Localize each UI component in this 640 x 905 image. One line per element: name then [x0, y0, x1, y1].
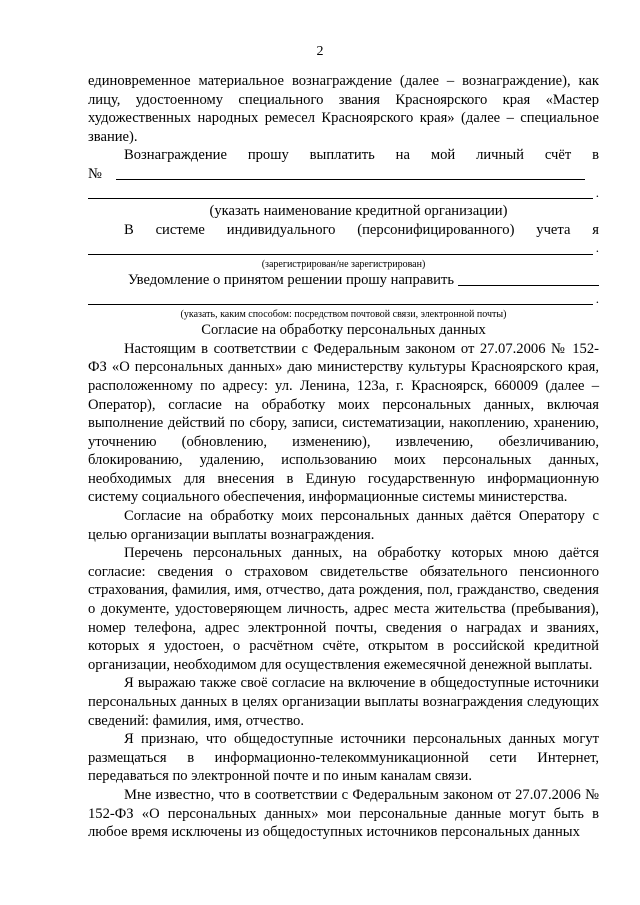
paragraph-internet: Я признаю, что общедоступные источники персональных данных могут размещаться в информационно-телекоммуникационной сети Интернет, передаваться по электронной почте и по иным каналам связи.: [88, 731, 599, 785]
pension-system-text: В системе индивидуального (персонифицированного) учета я: [124, 221, 599, 238]
paragraph-consent-1: Настоящим в соответствии с Федеральным законом от 27.07.2006 № 152-ФЗ «О персональных данных» даю министерству культуры Красноярского края, расположенному по адресу: ул. Ленина, 123а, г. Красноярск, 660009 (далее – Оператор), согласие на обработку моих персональных данных, включая выполнение действий по сбору, записи, систематизации, накоплению, хранению, уточнению (обновлению, изменению), извлечению, обезличиванию, блокированию, удалению, использованию моих персональных данных, необходимых для внесения в Единую государственную информационную систему социального обеспечения, информационные системы министерства.: [88, 340, 599, 506]
document-body: [88, 72, 599, 842]
bank-name-blank: [88, 198, 593, 199]
bank-name-line: [88, 184, 599, 203]
page-number: 2: [316, 44, 324, 59]
paragraph-data-list: Перечень персональных данных, на обработку которых мною даётся согласие: сведения о страховом свидетельстве обязательного пенсионного страхования, фамилия, имя, отчество, дата рождения, пол, гражданство, сведения о документе, удостоверяющем личность, адрес места жительства (пребывания), номер телефона, адрес электронной почты, сведения о наградах и званиях, которых я удостоен, о расчётном счёте, открытом в российской кредитной организации, необходимом для осуществления ежемесячной денежной выплаты.: [88, 545, 599, 673]
account-number-label: №: [88, 165, 102, 182]
payment-request-text: Вознаграждение прошу выплатить на мой личный счёт в: [124, 147, 599, 164]
notice-caption: (указать, каким способом: посредством почтовой связи, электронной почты): [180, 309, 507, 321]
account-number-blank: [116, 179, 585, 180]
paragraph-public-sources: Я выражаю также своё согласие на включение в общедоступные источники персональных данных в целях организации выплаты вознаграждения следующих сведений: фамилия, имя, отчество.: [88, 675, 599, 729]
paragraph-intro: единовременное материальное вознаграждение (далее – вознаграждение), как лицу, удостоенному специального звания Красноярского края «Мастер художественных народных ремесел Красноярского края» (далее – специальное звание).: [88, 73, 599, 145]
registration-dot: .: [595, 240, 599, 256]
notice-second-line: [88, 290, 599, 309]
paragraph-consent-2: Согласие на обработку моих персональных данных даётся Оператору с целью организации выплаты вознаграждения.: [88, 508, 599, 543]
bank-name-dot: .: [595, 184, 599, 200]
registration-line: [88, 239, 599, 258]
account-number-line: [88, 165, 599, 184]
registration-blank: [88, 254, 593, 255]
bank-name-caption: (указать наименование кредитной организации): [209, 203, 508, 220]
notice-method-blank: [458, 285, 599, 286]
notice-text: Уведомление о принятом решении прошу направить: [128, 271, 454, 288]
notice-second-blank: [88, 304, 593, 305]
paragraph-exclusion: Мне известно, что в соответствии с Федеральным законом от 27.07.2006 № 152-ФЗ «О персональных данных» мои персональные данные могут быть в любое время исключены из общедоступных источников персональных данных: [88, 786, 599, 841]
notice-line: [88, 271, 599, 290]
notice-dot: .: [595, 290, 599, 306]
consent-section-title: Согласие на обработку персональных данных: [201, 322, 486, 339]
registration-caption: (зарегистрирован/не зарегистрирован): [261, 258, 426, 270]
